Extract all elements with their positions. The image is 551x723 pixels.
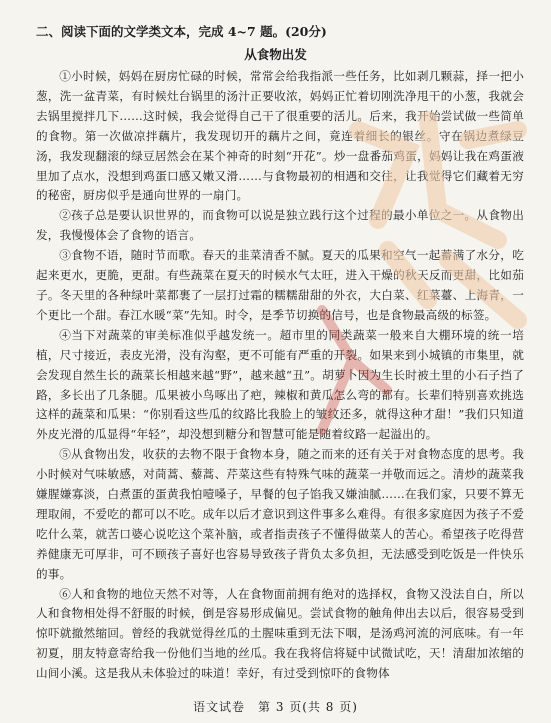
paragraph-2: ②孩子总是要认识世界的，而食物可以说是独立践行这个过程的最小单位之一。从食物出发，我慢慢体会了食物的语言。 <box>36 208 524 243</box>
essay-body <box>36 67 524 684</box>
page-footer: 语文试卷 第 3 页(共 8 页) <box>193 700 358 714</box>
paragraph-6: ⑥人和食物的地位天然不对等，人在食物面前拥有绝对的选择权，食物又没法自白，所以人和食物相处得不舒服的时候，倒是容易形成偏见。尝试食物的触角伸出去以后，很容易受到惊吓就撤然缩回。曾经的我就觉得丝瓜的土腥味重到无法下咽，是汤鸡河流的河底味。有一年初夏，朋友特意寄给我一份他们当地的丝瓜。我在我将信将疑中试微试吃，天！清甜加浓缩的山间小溪。这是我从未体验过的味道！幸好，有过受到惊吓的食物体 <box>36 586 524 681</box>
paragraph-4: ④当下对蔬菜的审美标准似乎越发统一。超市里的同类蔬菜一般来自大棚环境的统一培植，尺寸接近，表皮光滑，没有沟壑，更不可能有严重的开裂。如果来到小城镇的市集里，就会发现自然生长的蔬菜长相越来越“野”，越来越“丑”。胡萝卜因为生长时被土里的小石子挡了路，多长出了几条腿。瓜果被小鸟啄出了疤，辣椒和黄瓜怎么弯的都有。长辈们特别喜欢挑选这样的蔬菜和瓜果：“你别看这些瓜的纹路比我脸上的皱纹还多，就得这种才甜！”我们只知道外皮光滑的瓜显得“年轻”，却没想到糖分和智慧可能是随着纹路一起溢出的。 <box>36 327 524 442</box>
section-heading: 二、阅读下面的文学类文本，完成 4~7 题。(20分) <box>36 24 327 39</box>
paragraph-3: ③食物不语，随时节而歌。春天的韭菜清香不腻。夏天的瓜果和空气一起蓄满了水分，吃起来更水，更脆，更甜。有些蔬菜在夏天的时候水气太旺，进入干燥的秋天反而更甜，比如茄子。冬天里的各种绿叶菜都裹了一层打过霜的糯糯甜甜的外衣，大白菜、红菜薹、上海青，一个更比一个甜。春江水暖“菜”先知。时令，是季节切换的信号，也是食物最高级的标签。 <box>36 248 524 322</box>
essay-title: 从食物出发 <box>244 47 307 62</box>
paragraph-5: ⑤从食物出发，收获的去物不限于食物本身，随之而来的还有关于对食物态度的思考。我小时候对气味敏感，对茼蒿、藜蒿、芹菜这些有特殊气味的蔬菜一并敬而远之。清炒的蔬菜我嫌腥嫌寡淡，白煮蛋的蛋黄我怕噎嗓子，早餐的包子馅我又嫌油腻……在我们家，只要不算无理取闹，不爱吃的都可以不吃。成年以后才意识到这件事多么难得。有很多家庭因为孩子不爱吃什么菜，就苦口婆心说吃这个菜补脑，或者指责孩子不懂得做菜人的苦心。希望孩子吃得营养健康无可厚非，可不顾孩子喜好也容易导致孩子背负太多负担，无法感受到吃饭是一件快乐的事。 <box>36 447 524 581</box>
paragraph-1: ①小时候，妈妈在厨房忙碌的时候，常常会给我指派一些任务，比如剥几颗蒜，择一把小葱，洗一盆青菜，有时候灶台锅里的汤汁正要收浓，妈妈正忙着切刚洗净甩干的小葱，我就会去锅里搅拌几下……这时候，我会觉得自己干了很重要的活儿。后来，我开始尝试做一些简单的食物。第一次做凉拌藕片，我发现切开的藕片之间，竟连着细长的银丝。守在锅边煮绿豆汤，我发现翻滚的绿豆居然会在某个神奇的时刻“开花”。炒一盘番茄鸡蛋，妈妈让我在鸡蛋液里加了点水，没想到鸡蛋口感又嫩又滑……与食物最初的相遇和交往，让我觉得它们藏着无穷的秘密，厨房似乎是通向世界的一扇门。 <box>36 69 524 203</box>
